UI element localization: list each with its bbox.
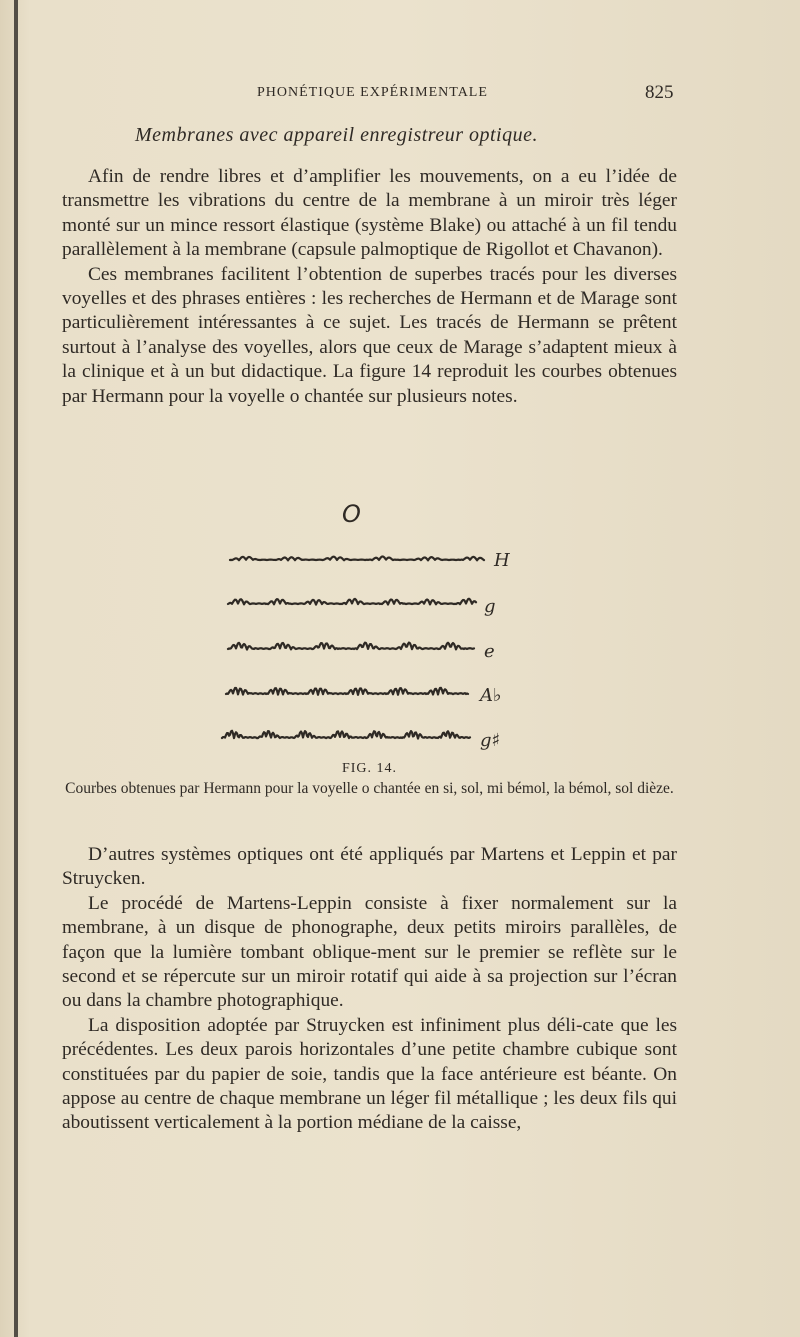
page-header (0, 82, 800, 106)
trace-label: H (494, 550, 510, 571)
section-title: Membranes avec appareil enregistreur optique. (135, 124, 538, 146)
figure-caption-text: Courbes obtenues par Hermann pour la voyelle o chantée en si, sol, mi bémol, la bémol, sol dièze. (65, 780, 674, 797)
vibration-trace (222, 731, 470, 739)
body-text-before-figure (62, 165, 677, 409)
paragraph: Afin de rendre libres et d’amplifier les mouvements, on a eu l’idée de transmettre les vibrations du centre de la membrane à un miroir très léger monté sur un mince ressort élastique (système Blake) ou attaché à un fil tendu parallèlement à la membrane (capsule palmoptique de Rigollot et Chavanon). (62, 166, 677, 261)
trace-label: A♭ (480, 685, 502, 706)
trace-label: e (484, 641, 495, 662)
running-head: PHONÉTIQUE EXPÉRIMENTALE (257, 85, 488, 100)
body-text-after-figure (62, 843, 677, 1136)
vibration-trace (226, 688, 468, 695)
figure-label: FIG. 14. (341, 761, 398, 776)
trace-label: g♯ (480, 730, 501, 751)
figure-vowel-letter: O (342, 500, 361, 528)
paragraph: D’autres systèmes optiques ont été appliqués par Martens et Leppin et par Struycken. (62, 844, 677, 890)
page-number: 825 (645, 82, 674, 103)
vibration-trace (228, 599, 476, 605)
vibration-trace (230, 557, 484, 561)
paragraph: Ces membranes facilitent l’obtention de superbes tracés pour les diverses voyelles et des phrases entières : les recherches de Hermann et de Marage sont particulièrement intéressantes à ce sujet. Les tracés de Hermann se prêtent surtout à l’analyse des voyelles, alors que ceux de Marage s’adaptent mieux à la clinique et à un but didactique. La figure 14 reproduit les courbes obtenues par Hermann pour la voyelle o chantée sur plusieurs notes. (62, 263, 677, 407)
figure-14 (0, 500, 800, 830)
vibration-trace (228, 643, 474, 650)
vibration-traces (0, 500, 800, 760)
paragraph: Le procédé de Martens-Leppin consiste à fixer normalement sur la membrane, à un disque de phonographe, deux petits miroirs parallèles, de façon que la lumière tombant oblique-ment sur le premier se reflète sur le second et se répercute sur un miroir rotatif qui aide à sa projection sur l’écran ou dans la chambre photographique. (62, 892, 677, 1012)
paragraph: La disposition adoptée par Struycken est infiniment plus déli-cate que les précédentes. Les deux parois horizontales d’une petite chambre cubique sont constituées par du papier de soie, tandis que la face antérieure est béante. On appose au centre de chaque membrane un léger fil métallique ; les deux fils qui aboutissent verticalement à la portion médiane de la caisse, (62, 1014, 677, 1134)
trace-label: g (484, 596, 496, 617)
figure-caption (62, 759, 677, 799)
